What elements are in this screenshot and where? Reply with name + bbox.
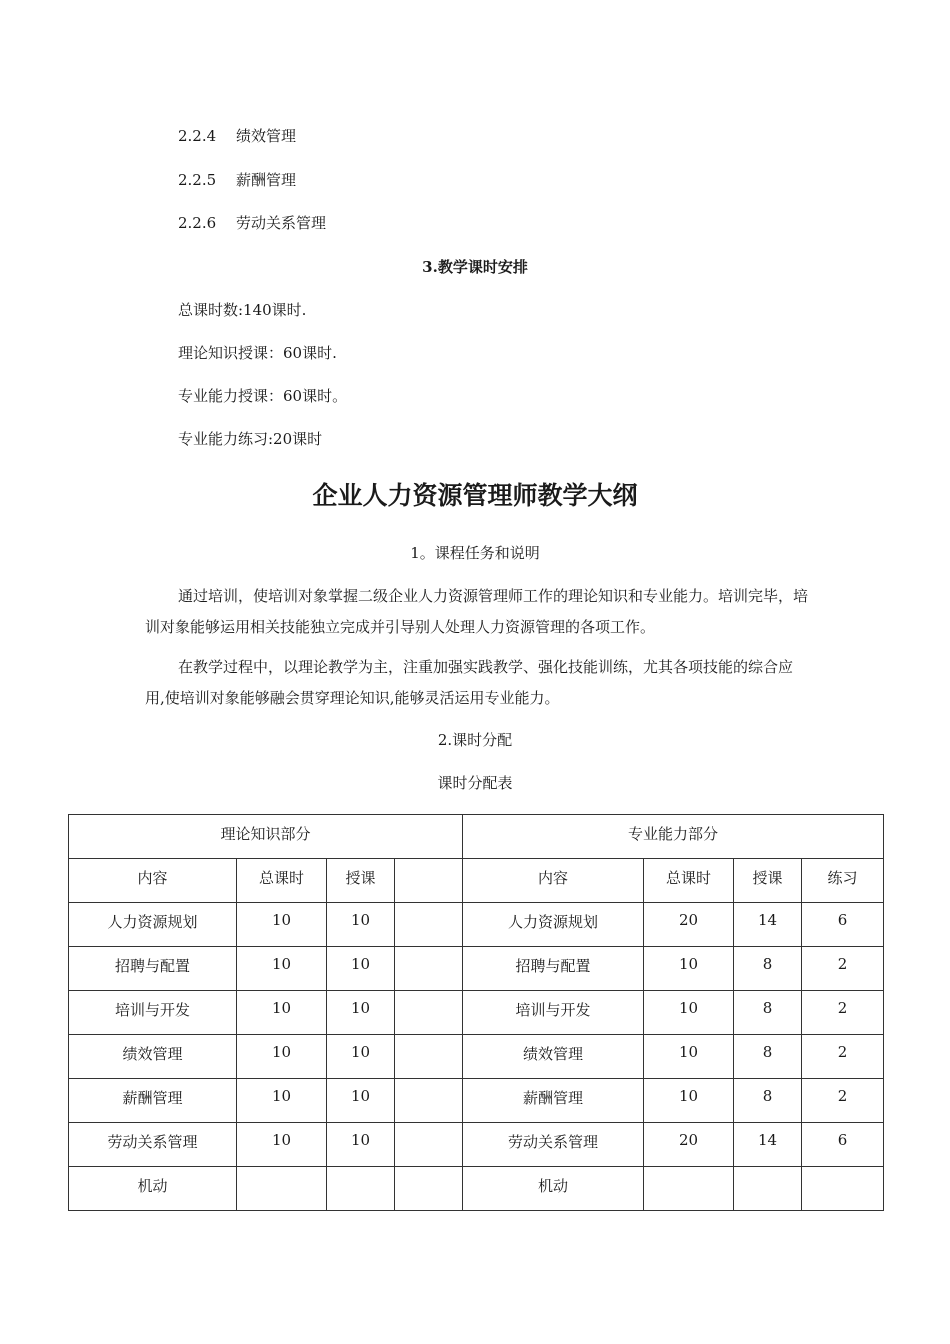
section-label: 劳动关系管理 (236, 214, 327, 232)
table-cell (395, 903, 463, 947)
table-cell: 人力资源规划 (69, 903, 237, 947)
table-cell: 10 (327, 947, 395, 991)
hours-table (68, 814, 884, 1211)
table-cell (395, 1167, 463, 1211)
table-cell (802, 1167, 884, 1211)
table-row (69, 1035, 884, 1079)
table-cell (734, 1167, 802, 1211)
table-cell: 薪酬管理 (69, 1079, 237, 1123)
table-cell (395, 1079, 463, 1123)
table-cell: 10 (644, 991, 734, 1035)
total-hours: 总课时数:140课时. (178, 301, 307, 319)
table-cell (395, 1123, 463, 1167)
table-cell: 2 (802, 1035, 884, 1079)
table-cell: 2 (802, 991, 884, 1035)
table-cell: 机动 (463, 1167, 644, 1211)
table-cell: 练习 (802, 859, 884, 903)
table-cell (395, 859, 463, 903)
table-cell (644, 1167, 734, 1211)
table-row (69, 1079, 884, 1123)
section-number: 2.2.6 (178, 214, 217, 232)
table-cell (395, 1035, 463, 1079)
table-row (69, 1123, 884, 1167)
table-cell: 培训与开发 (69, 991, 237, 1035)
section-item (178, 170, 296, 190)
table-cell: 绩效管理 (69, 1035, 237, 1079)
table-cell: 10 (327, 1123, 395, 1167)
table-cell: 14 (734, 903, 802, 947)
table-cell: 授课 (734, 859, 802, 903)
section-label: 薪酬管理 (236, 171, 297, 189)
group-header-theory: 理论知识部分 (69, 815, 463, 859)
table-cell: 薪酬管理 (463, 1079, 644, 1123)
table-cell: 10 (237, 991, 327, 1035)
table-cell: 10 (237, 1123, 327, 1167)
table-cell: 14 (734, 1123, 802, 1167)
paragraph-2: 在教学过程中，以理论教学为主，注重加强实践教学、强化技能训练，尤其各项技能的综合应用,使培训对象能够融会贯穿理论知识,能够灵活运用专业能力。 (145, 658, 794, 707)
table-cell: 培训与开发 (463, 991, 644, 1035)
table-cell: 10 (237, 947, 327, 991)
table-cell: 绩效管理 (463, 1035, 644, 1079)
table-row (69, 903, 884, 947)
table-cell: 20 (644, 1123, 734, 1167)
table-cell: 10 (644, 1035, 734, 1079)
practice-hours: 专业能力练习:20课时 (178, 430, 323, 448)
table-cell (327, 1167, 395, 1211)
table-cell: 10 (327, 903, 395, 947)
paragraph-1: 通过培训，使培训对象掌握二级企业人力资源管理师工作的理论知识和专业能力。培训完毕，培训对象能够运用相关技能独立完成并引导别人处理人力资源管理的各项工作。 (145, 587, 809, 636)
table-cell: 劳动关系管理 (463, 1123, 644, 1167)
table-cell: 10 (237, 903, 327, 947)
table-row (69, 991, 884, 1035)
table-header-row (69, 859, 884, 903)
table-cell: 内容 (463, 859, 644, 903)
table-cell: 10 (327, 1035, 395, 1079)
table-cell: 授课 (327, 859, 395, 903)
table-cell: 招聘与配置 (463, 947, 644, 991)
section-item (178, 126, 296, 146)
table-cell (395, 991, 463, 1035)
table-group-row (69, 815, 884, 859)
table-cell: 8 (734, 947, 802, 991)
table-cell: 10 (237, 1035, 327, 1079)
table-cell: 8 (734, 991, 802, 1035)
table-cell: 10 (644, 947, 734, 991)
table-caption: 课时分配表 (437, 774, 513, 792)
table-cell: 人力资源规划 (463, 903, 644, 947)
table-cell (237, 1167, 327, 1211)
table-cell: 20 (644, 903, 734, 947)
table-cell: 2 (802, 1079, 884, 1123)
table-cell (395, 947, 463, 991)
table-cell: 总课时 (644, 859, 734, 903)
skill-hours: 专业能力授课：60课时。 (178, 387, 348, 405)
section-number: 2.2.4 (178, 127, 217, 145)
table-cell: 招聘与配置 (69, 947, 237, 991)
table-row (69, 947, 884, 991)
table-cell: 10 (237, 1079, 327, 1123)
group-header-skill: 专业能力部分 (463, 815, 884, 859)
section-number: 2.2.5 (178, 171, 217, 189)
section-label: 绩效管理 (236, 127, 297, 145)
table-cell: 10 (327, 1079, 395, 1123)
schedule-heading: 3.教学课时安排 (422, 258, 528, 276)
table-row (69, 1167, 884, 1211)
section-item (178, 213, 326, 233)
table-cell: 8 (734, 1079, 802, 1123)
page-title: 企业人力资源管理师教学大纲 (312, 481, 638, 510)
table-cell: 总课时 (237, 859, 327, 903)
table-cell: 6 (802, 1123, 884, 1167)
table-cell: 劳动关系管理 (69, 1123, 237, 1167)
table-cell: 10 (327, 991, 395, 1035)
table-cell: 6 (802, 903, 884, 947)
table-cell: 内容 (69, 859, 237, 903)
table-cell: 机动 (69, 1167, 237, 1211)
theory-hours: 理论知识授课：60课时. (178, 344, 337, 362)
table-cell: 8 (734, 1035, 802, 1079)
section-heading-1: 1。课程任务和说明 (410, 544, 540, 562)
table-cell: 2 (802, 947, 884, 991)
table-cell: 10 (644, 1079, 734, 1123)
section-heading-2: 2.课时分配 (437, 731, 513, 749)
